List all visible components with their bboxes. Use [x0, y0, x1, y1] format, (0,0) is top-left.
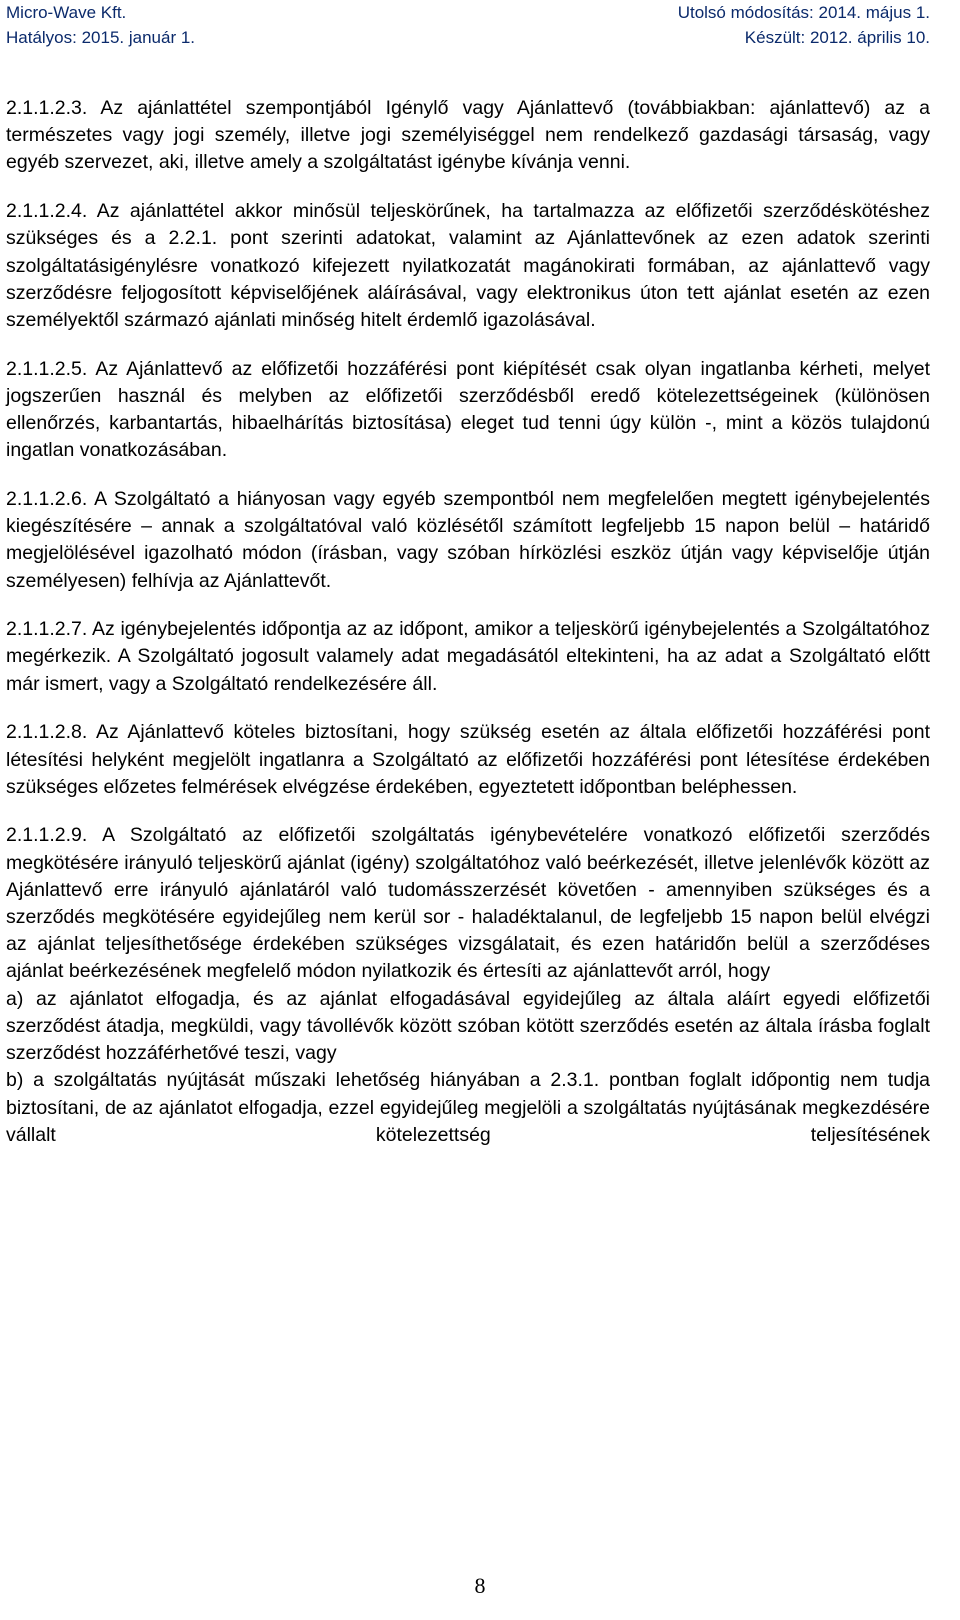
paragraph-number: 2.1.1.2.5.	[6, 357, 88, 380]
paragraph-2-1-1-2-3	[6, 95, 930, 177]
paragraph-text: Az Ajánlattevő köteles biztosítani, hogy szükség esetén az általa előfizetői hozzáférési pont létesítési helyként megjelölt ingatlanra a Szolgáltató az előfizetői hozzáférési pont létesítése érdekében szükséges előzetes felmérések elvégzése érdekében, egyeztetett időpontban beléphessen.	[6, 721, 930, 798]
paragraph-text: Az ajánlattétel szempontjából Igénylő vagy Ajánlattevő (továbbiakban: ajánlattevő) az a természetes vagy jogi személy, illetve jogi személyiséggel nem rendelkező gazdasági társaság, vagy egyéb szervezet, aki, illetve amely a szolgáltatást igénybe kívánja venni.	[6, 97, 931, 174]
page-number: 8	[474, 1573, 486, 1598]
paragraph-number: 2.1.1.2.7.	[6, 618, 88, 641]
page-header	[6, 0, 930, 50]
created-date: Készült: 2012. április 10.	[744, 28, 930, 47]
paragraph-number: 2.1.1.2.3.	[6, 97, 88, 119]
paragraph-number: 2.1.1.2.8.	[6, 721, 88, 744]
paragraph-2-1-1-2-4	[6, 198, 930, 334]
paragraph-text: Az ajánlattétel akkor minősül teljeskörűnek, ha tartalmazza az előfizetői szerződéskötéshez szükséges és a 2.2.1. pont szerinti adatokat, valamint az Ajánlattevőnek az ezen adatok szerinti szolgáltatásigénylésre vonatkozó kifejezett nyilatkozatát magánokirati formában, az ajánlattevő vagy szerződésre feljogosított képviselőjének aláírásával, vagy elektronikus úton tett ajánlat esetén az ezen személyektől származó ajánlati minőség hitelt érdemlő igazolásával.	[6, 200, 931, 331]
paragraph-2-1-1-2-7	[6, 616, 930, 698]
paragraph-2-1-1-2-9	[6, 822, 930, 1148]
header-row-2	[6, 25, 930, 50]
paragraph-number: 2.1.1.2.9.	[6, 824, 88, 847]
paragraph-2-1-1-2-8	[6, 719, 930, 801]
company-name: Micro-Wave Kft.	[6, 3, 127, 22]
document-body	[6, 95, 930, 1149]
paragraph-text: A Szolgáltató a hiányosan vagy egyéb szempontból nem megfelelően megtett igénybejelentés kiegészítésére – annak a szolgáltatóval való közlésétől számított legfeljebb 15 napon belül – határidő megjelölésével igazolható módon (írásban, vagy szóban hírközlési eszköz útján vagy képviselője útján személyesen) felhívja az Ajánlattevőt.	[6, 487, 930, 592]
paragraph-2-1-1-2-6	[6, 486, 930, 595]
last-modified-date: Utolsó módosítás: 2014. május 1.	[677, 3, 930, 22]
paragraph-text: Az igénybejelentés időpontja az az időpont, amikor a teljeskörű igénybejelentés a Szolgáltatóhoz megérkezik. A Szolgáltató jogosult valamely adat megadásától eltekinteni, ha az adat a Szolgáltató előtt már ismert, vagy a Szolgáltató rendelkezésére áll.	[6, 618, 931, 695]
effective-date: Hatályos: 2015. január 1.	[6, 28, 196, 47]
paragraph-text: A Szolgáltató az előfizetői szolgáltatás igénybevételére vonatkozó előfizetői szerződés megkötésére irányuló teljeskörű ajánlat (igény) szolgáltatóhoz való beérkezését, illetve jelenlévők között az Ajánlattevő erre irányuló ajánlatáról való tudomásszerzését követően - amennyiben szükséges és a szerződés megkötésére egyidejűleg nem kerül sor - haladéktalanul, de legfeljebb 15 napon belül elvégzi az ajánlat teljesíthetősége érdekében szükséges vizsgálatait, és ezen határidőn belül a szerződéses ajánlat beérkezésének megfelelő módon nyilatkozik és értesíti az ajánlattevőt arról, hogy	[6, 824, 930, 983]
paragraph-text: Az Ajánlattevő az előfizetői hozzáférési pont kiépítését csak olyan ingatlanba kérheti, melyet jogszerűen használ és melyben az előfizetői szerződésből eredő kötelezettségeinek (különösen ellenőrzés, karbantartás, hibaelhárítás biztosítása) eleget tud tenni úgy külön -, mint a közös tulajdonú ingatlan vonatkozásában.	[6, 357, 931, 462]
paragraph-2-1-1-2-5	[6, 356, 930, 465]
paragraph-number: 2.1.1.2.6.	[6, 487, 88, 510]
list-item-b: b) a szolgáltatás nyújtását műszaki lehetőség hiányában a 2.3.1. pontban foglalt időpontig nem tudja biztosítani, de az ajánlatot elfogadja, ezzel egyidejűleg megjelöli a szolgáltatás nyújtásának megkezdésére vállalt kötelezettség teljesítésének	[6, 1069, 930, 1146]
paragraph-intro	[6, 822, 930, 985]
header-row-1	[6, 0, 930, 25]
paragraph-number: 2.1.1.2.4.	[6, 200, 88, 223]
list-item-a: a) az ajánlatot elfogadja, és az ajánlat elfogadásával egyidejűleg az általa aláírt egyedi előfizetői szerződést átadja, megküldi, vagy távollévők között szóban kötött szerződés esetén az általa írásba foglalt szerződést hozzáférhetővé teszi, vagy	[6, 987, 930, 1065]
